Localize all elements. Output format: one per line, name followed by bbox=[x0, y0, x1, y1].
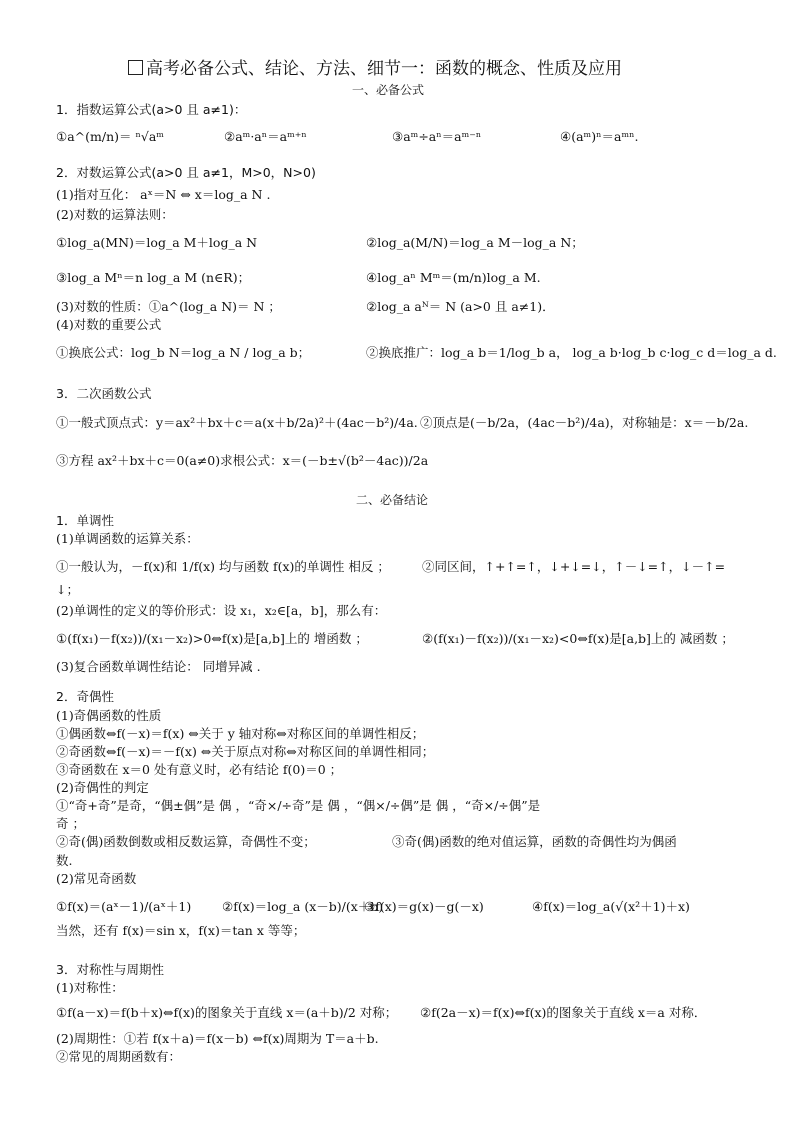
parity-rule-3: ③奇(偶)函数的绝对值运算，函数的奇偶性均为偶函 bbox=[392, 834, 677, 849]
log-rule-3: ③log_a Mⁿ＝n log_a M (n∈R)； bbox=[56, 270, 251, 285]
symmetry-1: ①f(a－x)＝f(b＋x)⇔f(x)的图象关于直线 x＝(a＋b)/2 对称； bbox=[56, 1005, 398, 1020]
parity-even: ①偶函数⇔f(－x)＝f(x) ⇔关于 y 轴对称⇔对称区间的单调性相反； bbox=[56, 726, 425, 741]
log-property-2: ②log_a aᴺ＝ N (a>0 且 a≠1)． bbox=[366, 299, 555, 314]
parity-rule-3-cont: 数. bbox=[56, 853, 73, 868]
odd-func-3: ③f(x)＝g(x)－g(－x) bbox=[364, 899, 484, 914]
mono-def-heading: (2)单调性的定义的等价形式：设 x₁，x₂∈[a，b]，那么有： bbox=[56, 603, 387, 618]
heading-symmetry: 3．对称性与周期性 bbox=[56, 962, 164, 977]
section-heading-formulas: 一、必备公式 bbox=[352, 83, 425, 97]
log-important-heading: (4)对数的重要公式 bbox=[56, 317, 162, 332]
exp-formula-3: ③aᵐ÷aⁿ＝aᵐ⁻ⁿ bbox=[392, 129, 482, 144]
mono-line-2-cont: ↓； bbox=[56, 582, 79, 597]
heading-quadratic: 3．二次函数公式 bbox=[56, 386, 152, 401]
mono-increasing: ①(f(x₁)－f(x₂))/(x₁－x₂)>0⇔f(x)是[a,b]上的 增函数 ； bbox=[56, 631, 368, 646]
log-rule-4: ④log_aⁿ Mᵐ＝(m/n)log_a M. bbox=[366, 270, 541, 285]
parity-props-heading: (1)奇偶函数的性质 bbox=[56, 708, 162, 723]
change-of-base-ext: ②换底推广：log_a b＝1/log_b a， log_a b·log_b c·log_c d＝log_a d. bbox=[366, 345, 777, 360]
odd-func-1: ①f(x)＝(aˣ－1)/(aˣ＋1) bbox=[56, 899, 192, 914]
parity-odd: ②奇函数⇔f(－x)＝－f(x) ⇔关于原点对称⇔对称区间的单调性相同； bbox=[56, 744, 435, 759]
log-property-1: (3)对数的性质：①a^(log_a N)＝ N ； bbox=[56, 299, 281, 314]
quadratic-root-formula: ③方程 ax²＋bx＋c＝0(a≠0)求根公式：x＝(－b±√(b²－4ac))/2a bbox=[56, 453, 429, 468]
change-of-base: ①换底公式：log_b N＝log_a N / log_a b； bbox=[56, 345, 311, 360]
periodicity-1: (2)周期性：①若 f(x＋a)＝f(x－b) ⇔f(x)周期为 T＝a＋b. bbox=[56, 1031, 379, 1046]
exp-formula-1: ①a^(m/n)＝ ⁿ√aᵐ bbox=[56, 129, 164, 144]
odd-func-more: 当然，还有 f(x)＝sin x，f(x)＝tan x 等等； bbox=[56, 923, 306, 938]
odd-func-4: ④f(x)＝log_a(√(x²＋1)＋x) bbox=[532, 899, 690, 914]
quadratic-vertex: ②顶点是(－b/2a，(4ac－b²)/4a)，对称轴是：x＝－b/2a. bbox=[420, 415, 749, 430]
odd-func-2: ②f(x)＝log_a (x－b)/(x＋b) bbox=[222, 899, 384, 914]
parity-judge-heading: (2)奇偶性的判定 bbox=[56, 780, 149, 795]
parity-rule-1-cont: 奇 ； bbox=[56, 816, 85, 831]
mono-line-2: ②同区间，↑+↑=↑，↓+↓=↓，↑－↓=↑，↓－↑= bbox=[422, 559, 726, 574]
mono-line-1: ①一般认为，－f(x)和 1/f(x) 均与函数 f(x)的单调性 相反 ； bbox=[56, 559, 390, 574]
mono-composite: (3)复合函数单调性结论： 同增异减 . bbox=[56, 659, 261, 674]
log-rules-heading: (2)对数的运算法则： bbox=[56, 207, 174, 222]
log-rule-2: ②log_a(M/N)＝log_a M－log_a N； bbox=[366, 235, 584, 250]
heading-log: 2．对数运算公式(a>0 且 a≠1，M>0，N>0) bbox=[56, 165, 316, 180]
log-rule-1: ①log_a(MN)＝log_a M＋log_a N bbox=[56, 235, 258, 250]
parity-rule-1: ①“奇+奇”是奇，“偶±偶”是 偶 ，“奇×/÷奇”是 偶 ，“偶×/÷偶”是 偶 ，“奇×/÷偶”是 bbox=[56, 798, 541, 813]
common-odd-heading: (2)常见奇函数 bbox=[56, 871, 137, 886]
heading-monotonicity: 1．单调性 bbox=[56, 513, 114, 528]
quadratic-vertex-form: ①一般式顶点式：y＝ax²＋bx＋c＝a(x＋b/2a)²＋(4ac－b²)/4a. bbox=[56, 415, 418, 430]
heading-parity: 2．奇偶性 bbox=[56, 689, 114, 704]
log-conversion: (1)指对互化： aˣ＝N ⇔ x＝log_a N . bbox=[56, 187, 271, 202]
checkbox-icon bbox=[128, 60, 143, 75]
symmetry-2: ②f(2a－x)＝f(x)⇔f(x)的图象关于直线 x＝a 对称． bbox=[420, 1005, 707, 1020]
symmetry-heading: (1)对称性： bbox=[56, 980, 124, 995]
page-title: 高考必备公式、结论、方法、细节一：函数的概念、性质及应用 bbox=[128, 60, 622, 80]
mono-ops-heading: (1)单调函数的运算关系： bbox=[56, 531, 199, 546]
section-heading-conclusions: 二、必备结论 bbox=[356, 493, 429, 507]
mono-decreasing: ②(f(x₁)－f(x₂))/(x₁－x₂)<0⇔f(x)是[a,b]上的 减函数 ； bbox=[422, 631, 734, 646]
periodicity-2: ②常见的周期函数有： bbox=[56, 1049, 182, 1064]
exp-formula-2: ②aᵐ·aⁿ＝aᵐ⁺ⁿ bbox=[224, 129, 307, 144]
parity-rule-2: ②奇(偶)函数倒数或相反数运算，奇偶性不变； bbox=[56, 834, 316, 849]
parity-odd-zero: ③奇函数在 x＝0 处有意义时，必有结论 f(0)＝0 ； bbox=[56, 762, 343, 777]
exp-formula-4: ④(aᵐ)ⁿ＝aᵐⁿ. bbox=[560, 129, 639, 144]
heading-exponent: 1．指数运算公式(a>0 且 a≠1)： bbox=[56, 102, 247, 117]
